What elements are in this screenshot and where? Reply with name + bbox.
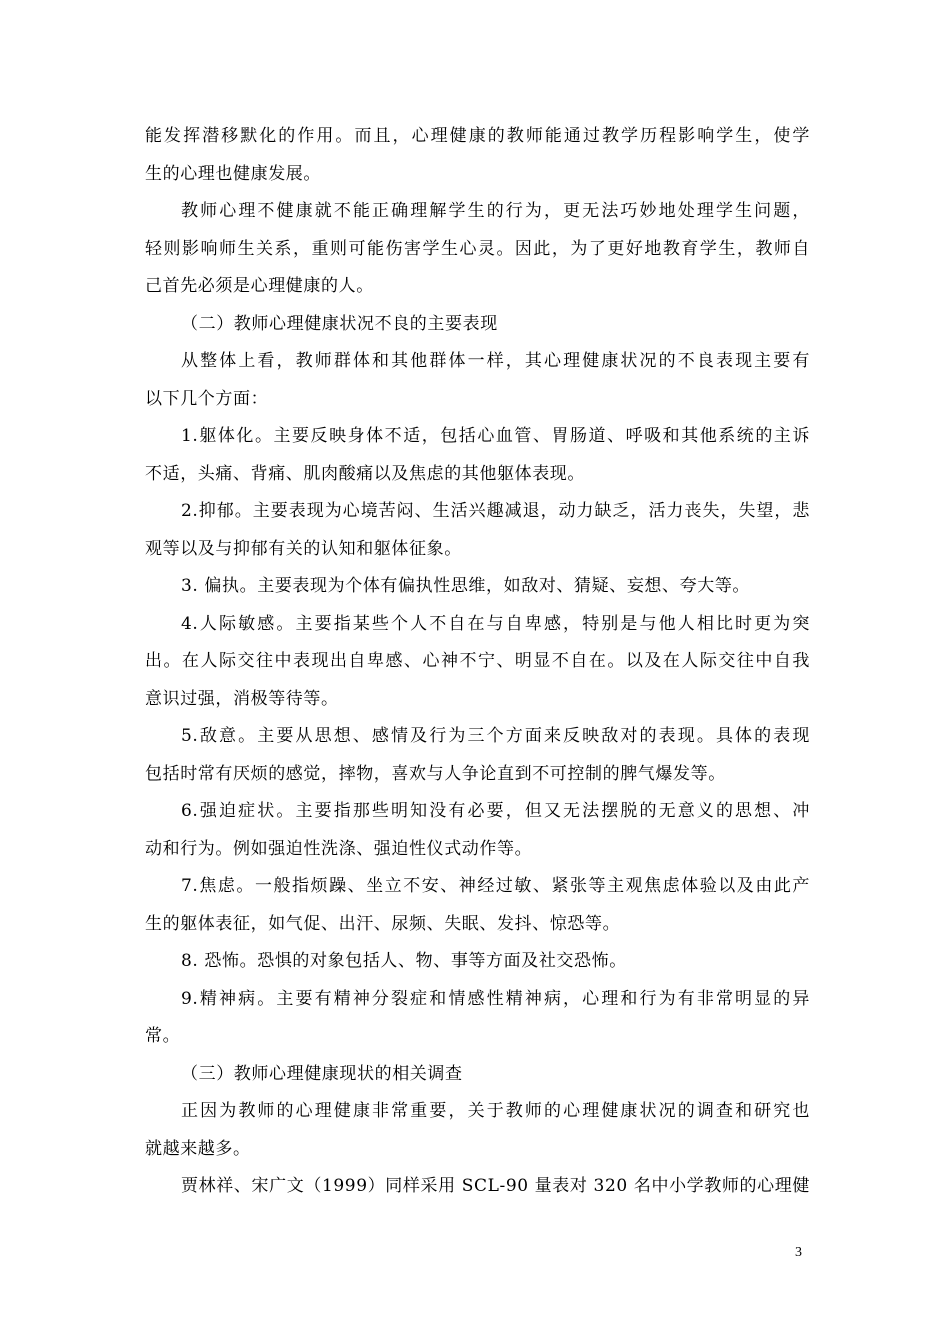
text-line: 正因为教师的心理健康非常重要，关于教师的心理健康状况的调查和研究也 (181, 1101, 810, 1121)
text-line: 5.敌意。主要从思想、感情及行为三个方面来反映敌对的表现。具体的表现 (181, 726, 810, 746)
page-number: 3 (795, 1245, 802, 1260)
text-line: 不适，头痛、背痛、肌肉酸痛以及焦虑的其他躯体表现。 (145, 463, 585, 484)
text-line: （二）教师心理健康状况不良的主要表现 (181, 313, 498, 334)
text-line: 贾林祥、宋广文（1999）同样采用 SCL-90 量表对 320 名中小学教师的心理健 (181, 1176, 810, 1196)
text-line: 动和行为。例如强迫性洗涤、强迫性仪式动作等。 (145, 838, 533, 859)
text-line: 8. 恐怖。恐惧的对象包括人、物、事等方面及社交恐怖。 (181, 951, 627, 971)
text-line: 包括时常有厌烦的感觉，摔物，喜欢与人争论直到不可控制的脾气爆发等。 (145, 763, 726, 784)
text-line: 就越来越多。 (145, 1138, 251, 1159)
text-line: 3. 偏执。主要表现为个体有偏执性思维，如敌对、猜疑、妄想、夸大等。 (181, 576, 751, 596)
text-line: （三）教师心理健康现状的相关调查 (181, 1063, 463, 1084)
text-line: 意识过强，消极等待等。 (145, 688, 339, 709)
text-line: 常。 (145, 1026, 181, 1046)
text-line: 生的躯体表征，如气促、出汗、尿频、失眠、发抖、惊恐等。 (145, 913, 621, 934)
document-body (145, 118, 810, 1206)
text-line: 6.强迫症状。主要指那些明知没有必要，但又无法摆脱的无意义的思想、冲 (181, 801, 810, 821)
text-line: 能发挥潜移默化的作用。而且，心理健康的教师能通过教学历程影响学生，使学 (145, 126, 810, 146)
text-line: 轻则影响师生关系，重则可能伤害学生心灵。因此，为了更好地教育学生，教师自 (145, 238, 810, 259)
text-line: 4.人际敏感。主要指某些个人不自在与自卑感，特别是与他人相比时更为突 (181, 613, 810, 634)
text-line: 7.焦虑。一般指烦躁、坐立不安、神经过敏、紧张等主观焦虑体验以及由此产 (181, 876, 810, 896)
text-line: 1.躯体化。主要反映身体不适，包括心血管、胃肠道、呼吸和其他系统的主诉 (181, 426, 810, 446)
text-line: 出。在人际交往中表现出自卑感、心神不宁、明显不自在。以及在人际交往中自我 (145, 651, 810, 671)
text-line: 以下几个方面： (145, 388, 269, 409)
text-line: 9.精神病。主要有精神分裂症和情感性精神病，心理和行为有非常明显的异 (181, 988, 810, 1009)
text-line: 生的心理也健康发展。 (145, 163, 321, 184)
text-line: 教师心理不健康就不能正确理解学生的行为，更无法巧妙地处理学生问题， (181, 201, 810, 221)
text-line: 2.抑郁。主要表现为心境苦闷、生活兴趣减退，动力缺乏，活力丧失，失望，悲 (181, 501, 810, 521)
text-line: 己首先必须是心理健康的人。 (145, 276, 374, 296)
text-line: 从整体上看，教师群体和其他群体一样，其心理健康状况的不良表现主要有 (181, 351, 810, 371)
text-line: 观等以及与抑郁有关的认知和躯体征象。 (145, 538, 462, 559)
